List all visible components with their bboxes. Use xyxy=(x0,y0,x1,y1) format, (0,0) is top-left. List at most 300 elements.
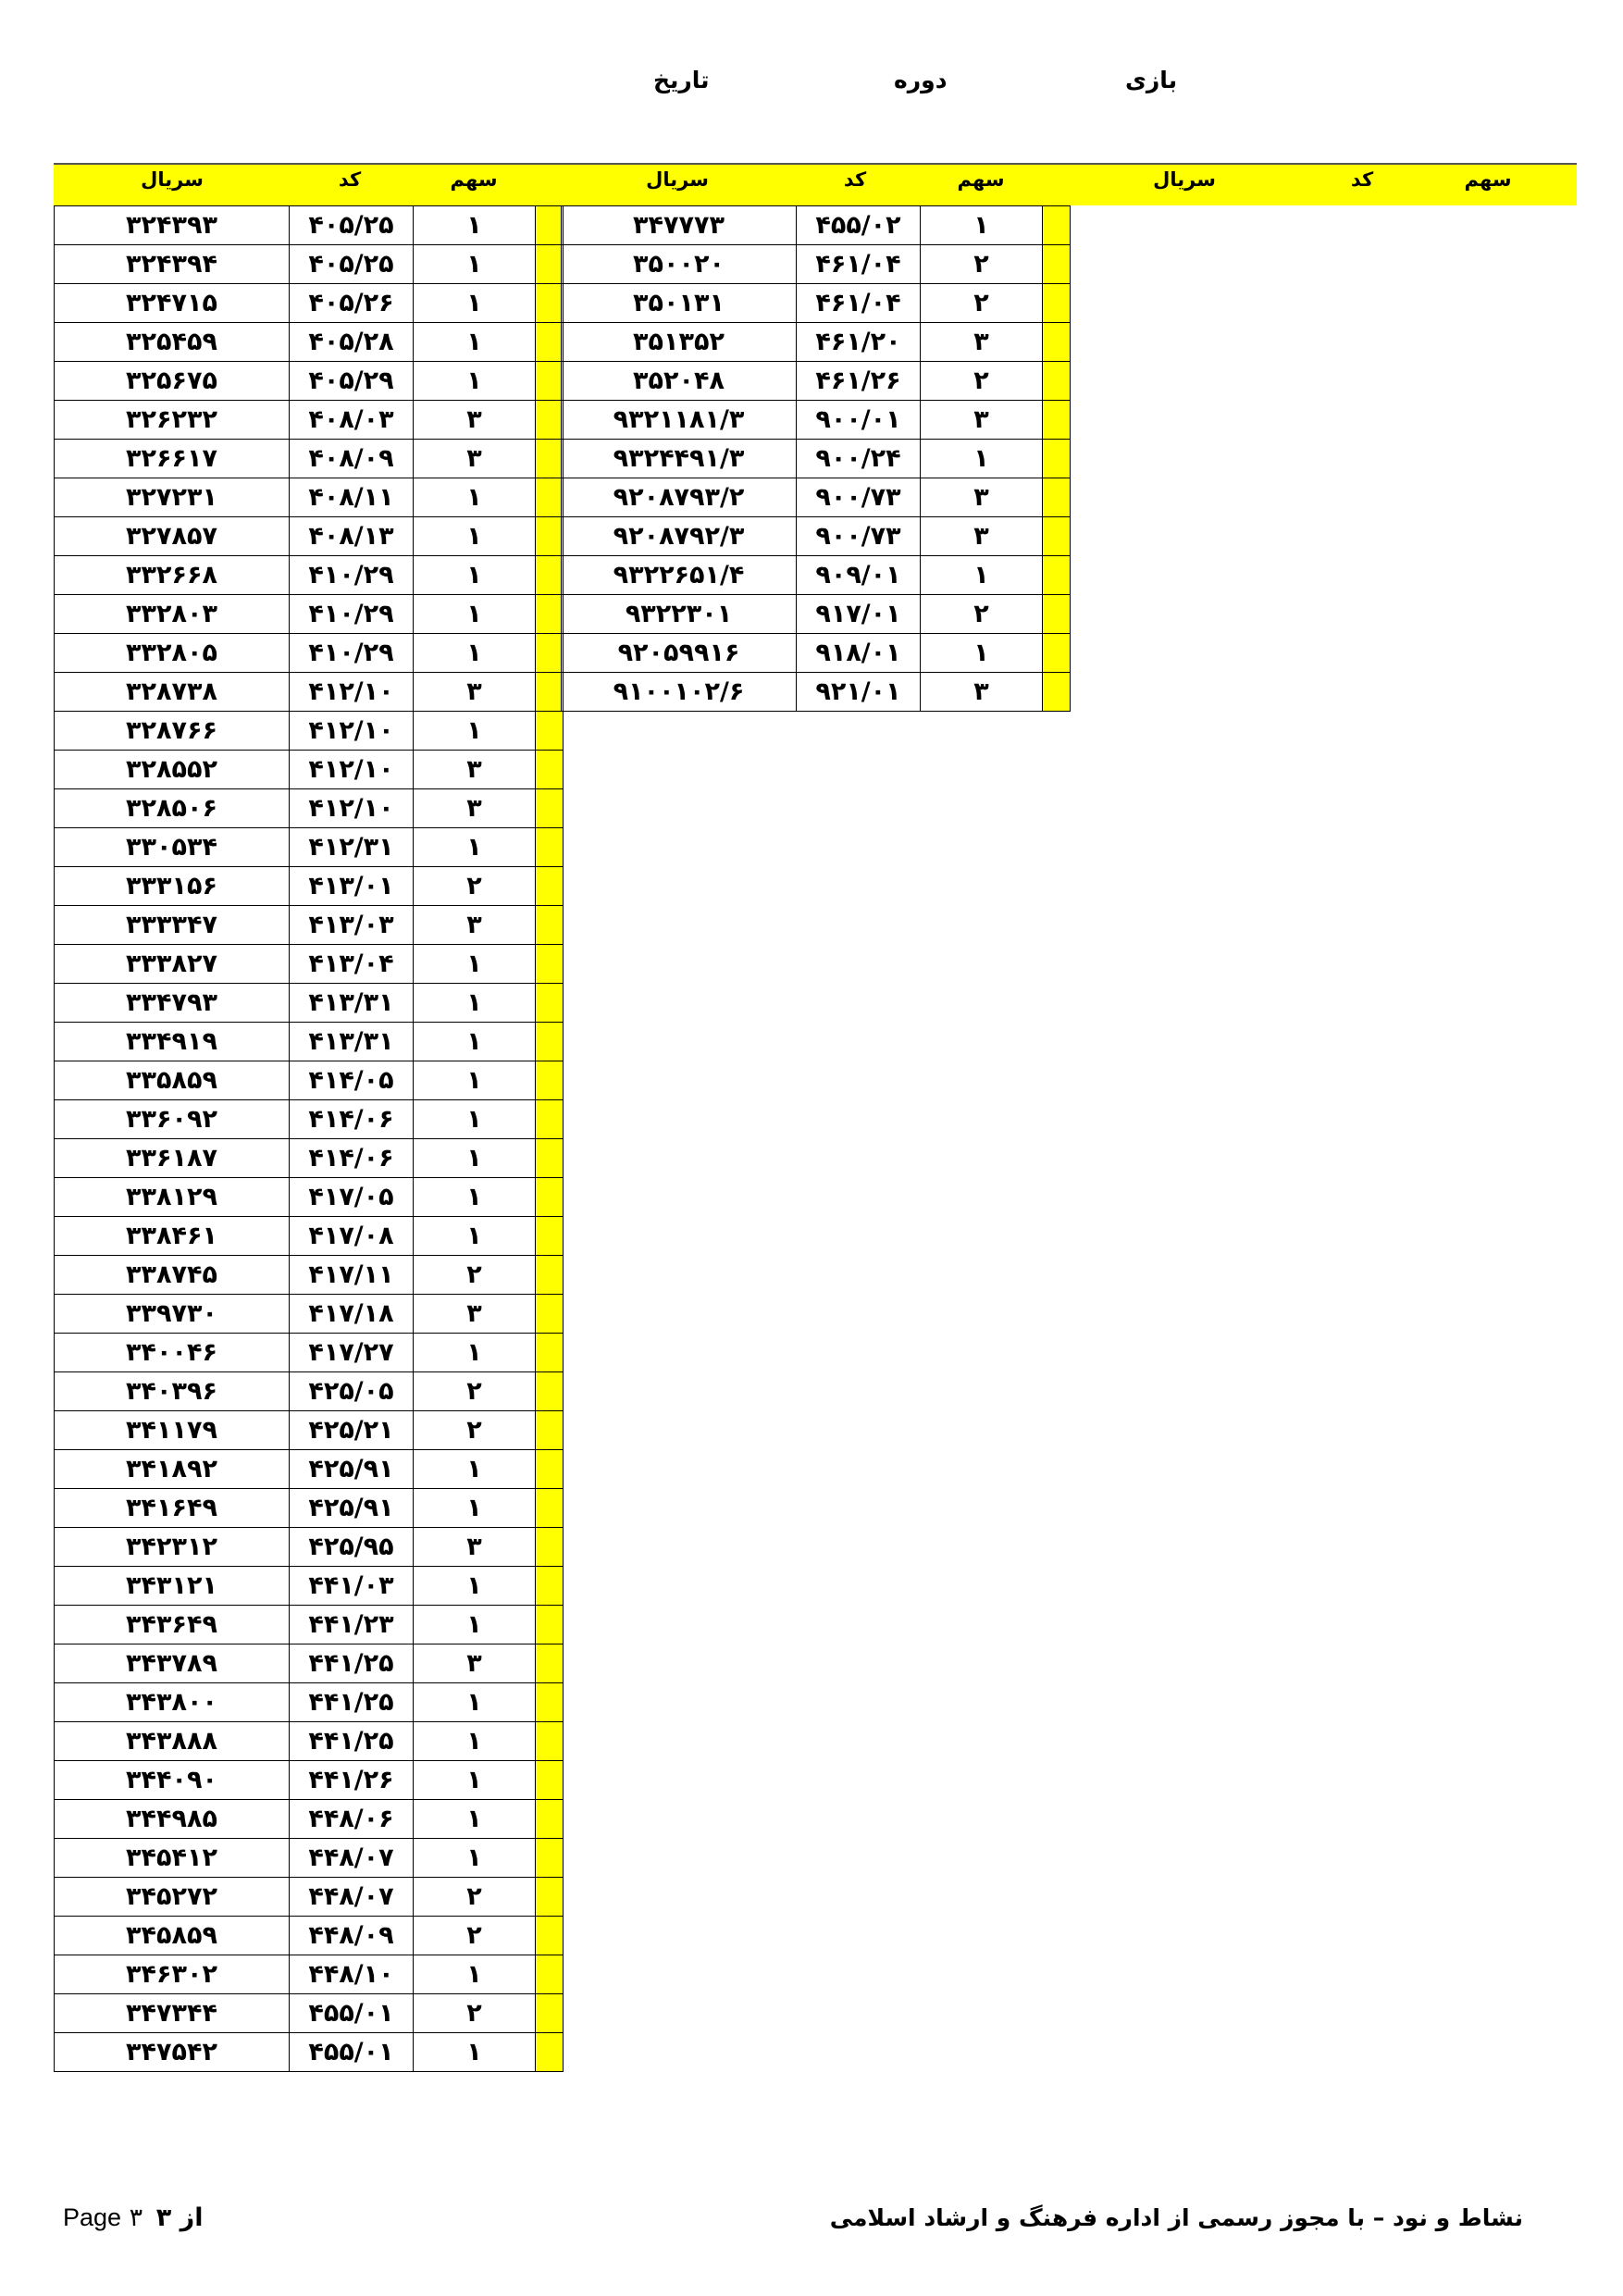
share-cell: ۱ xyxy=(921,634,1043,673)
table-row xyxy=(55,245,564,284)
table-row xyxy=(55,401,564,440)
code-cell: ۴۴۸/۰۷ xyxy=(290,1878,414,1917)
code-cell: ۹۱۷/۰۱ xyxy=(797,595,921,634)
serial-cell: ۳۲۶۲۳۲ xyxy=(55,401,290,440)
table-row xyxy=(55,1994,564,2033)
serial-cell: ۳۲۵۴۵۹ xyxy=(55,323,290,362)
share-cell: ۱ xyxy=(414,1217,536,1256)
yellow-marker-cell xyxy=(536,1100,564,1139)
yellow-marker-cell xyxy=(536,284,564,323)
yellow-marker-cell xyxy=(1043,362,1071,401)
code-cell: ۴۴۸/۰۹ xyxy=(290,1917,414,1955)
share-cell: ۳ xyxy=(414,673,536,712)
table-row xyxy=(55,1839,564,1878)
yellow-marker-cell xyxy=(536,1800,564,1839)
table-row xyxy=(55,1644,564,1683)
serial-cell: ۹۳۲۲۳۰۱ xyxy=(562,595,797,634)
code-cell: ۴۱۲/۳۱ xyxy=(290,828,414,867)
code-cell: ۴۰۵/۲۹ xyxy=(290,362,414,401)
page-word: Page xyxy=(63,2203,122,2231)
code-cell: ۴۱۰/۲۹ xyxy=(290,595,414,634)
code-cell: ۴۱۷/۰۵ xyxy=(290,1178,414,1217)
table-row xyxy=(562,245,1071,284)
table-row xyxy=(55,478,564,517)
share-cell: ۱ xyxy=(921,206,1043,245)
yellow-marker-cell xyxy=(1043,440,1071,478)
code-cell: ۴۵۵/۰۲ xyxy=(797,206,921,245)
code-cell: ۴۴۱/۲۶ xyxy=(290,1761,414,1800)
code-cell: ۴۰۸/۰۹ xyxy=(290,440,414,478)
yellow-marker-cell xyxy=(536,867,564,906)
code-cell: ۴۴۱/۲۵ xyxy=(290,1722,414,1761)
serial-cell: ۳۴۴۰۹۰ xyxy=(55,1761,290,1800)
code-cell: ۴۱۴/۰۵ xyxy=(290,1061,414,1100)
serial-cell: ۳۴۴۹۸۵ xyxy=(55,1800,290,1839)
yellow-marker-cell xyxy=(1043,245,1071,284)
share-cell: ۱ xyxy=(414,556,536,595)
serial-cell: ۳۴۰۰۴۶ xyxy=(55,1334,290,1372)
code-cell: ۴۰۸/۱۱ xyxy=(290,478,414,517)
share-cell: ۱ xyxy=(414,1955,536,1994)
code-cell: ۴۱۳/۰۳ xyxy=(290,906,414,945)
game-label: بازی xyxy=(1125,67,1178,93)
code-cell: ۴۱۲/۱۰ xyxy=(290,673,414,712)
serial-table-middle xyxy=(561,205,1071,712)
table-row xyxy=(55,1489,564,1528)
serial-cell: ۹۳۲۲۶۵۱/۴ xyxy=(562,556,797,595)
table-row xyxy=(55,945,564,984)
code-cell: ۴۴۱/۲۳ xyxy=(290,1606,414,1644)
yellow-marker-cell xyxy=(536,1061,564,1100)
share-cell: ۱ xyxy=(414,1606,536,1644)
code-cell: ۴۱۷/۰۸ xyxy=(290,1217,414,1256)
col-header-share-right: سهم xyxy=(1464,168,1512,191)
share-cell: ۳ xyxy=(414,1644,536,1683)
code-cell: ۴۱۳/۰۱ xyxy=(290,867,414,906)
serial-cell: ۳۲۸۷۳۸ xyxy=(55,673,290,712)
serial-cell: ۳۲۸۵۰۶ xyxy=(55,789,290,828)
share-cell: ۲ xyxy=(414,1256,536,1295)
code-cell: ۴۱۳/۳۱ xyxy=(290,984,414,1023)
share-cell: ۱ xyxy=(414,595,536,634)
serial-cell: ۳۲۴۷۱۵ xyxy=(55,284,290,323)
share-cell: ۱ xyxy=(414,1683,536,1722)
code-cell: ۴۱۰/۲۹ xyxy=(290,634,414,673)
table-row xyxy=(55,595,564,634)
code-cell: ۴۱۲/۱۰ xyxy=(290,789,414,828)
serial-cell: ۳۳۹۷۳۰ xyxy=(55,1295,290,1334)
table-row xyxy=(55,2033,564,2072)
col-header-serial-middle: سریال xyxy=(646,168,709,191)
serial-cell: ۳۳۲۶۶۸ xyxy=(55,556,290,595)
code-cell: ۴۵۵/۰۱ xyxy=(290,1994,414,2033)
table-row xyxy=(55,1061,564,1100)
yellow-marker-cell xyxy=(536,1489,564,1528)
code-cell: ۴۶۱/۲۶ xyxy=(797,362,921,401)
table-row xyxy=(55,1761,564,1800)
yellow-marker-cell xyxy=(1043,556,1071,595)
serial-cell: ۳۲۷۲۳۱ xyxy=(55,478,290,517)
yellow-marker-cell xyxy=(536,595,564,634)
share-cell: ۳ xyxy=(921,401,1043,440)
table-row xyxy=(562,673,1071,712)
serial-cell: ۳۴۱۶۴۹ xyxy=(55,1489,290,1528)
yellow-marker-cell xyxy=(536,945,564,984)
table-row xyxy=(55,1800,564,1839)
table-row xyxy=(55,1217,564,1256)
yellow-marker-cell xyxy=(1043,634,1071,673)
share-cell: ۱ xyxy=(921,440,1043,478)
col-header-share-left: سهم xyxy=(450,168,498,191)
serial-cell: ۹۲۰۸۷۹۳/۲ xyxy=(562,478,797,517)
yellow-marker-cell xyxy=(1043,401,1071,440)
serial-cell: ۳۴۱۸۹۲ xyxy=(55,1450,290,1489)
share-cell: ۱ xyxy=(414,1722,536,1761)
code-cell: ۴۱۰/۲۹ xyxy=(290,556,414,595)
yellow-marker-cell xyxy=(536,440,564,478)
table-row xyxy=(55,712,564,751)
table-row xyxy=(55,1683,564,1722)
serial-cell: ۳۵۰۰۲۰ xyxy=(562,245,797,284)
code-cell: ۹۰۹/۰۱ xyxy=(797,556,921,595)
yellow-marker-cell xyxy=(536,556,564,595)
column-header-bar xyxy=(54,165,1577,205)
share-cell: ۱ xyxy=(414,1800,536,1839)
table-row xyxy=(55,867,564,906)
share-cell: ۳ xyxy=(414,751,536,789)
table-row xyxy=(55,1917,564,1955)
code-cell: ۴۱۳/۰۴ xyxy=(290,945,414,984)
share-cell: ۳ xyxy=(921,673,1043,712)
table-row xyxy=(55,751,564,789)
table-row xyxy=(55,906,564,945)
share-cell: ۲ xyxy=(414,1878,536,1917)
code-cell: ۴۰۸/۱۳ xyxy=(290,517,414,556)
share-cell: ۱ xyxy=(414,362,536,401)
code-cell: ۴۰۵/۲۸ xyxy=(290,323,414,362)
serial-cell: ۳۴۰۳۹۶ xyxy=(55,1372,290,1411)
yellow-marker-cell xyxy=(536,1955,564,1994)
yellow-marker-cell xyxy=(536,1178,564,1217)
share-cell: ۱ xyxy=(414,1489,536,1528)
serial-cell: ۳۴۷۷۷۳ xyxy=(562,206,797,245)
date-label: تاریخ xyxy=(653,67,710,93)
serial-cell: ۳۲۸۷۶۶ xyxy=(55,712,290,751)
code-cell: ۹۰۰/۷۳ xyxy=(797,517,921,556)
share-cell: ۲ xyxy=(921,245,1043,284)
share-cell: ۱ xyxy=(414,1100,536,1139)
share-cell: ۲ xyxy=(414,1372,536,1411)
code-cell: ۴۲۵/۰۵ xyxy=(290,1372,414,1411)
yellow-marker-cell xyxy=(1043,206,1071,245)
yellow-marker-cell xyxy=(536,1567,564,1606)
share-cell: ۳ xyxy=(414,789,536,828)
yellow-marker-cell xyxy=(536,1839,564,1878)
yellow-marker-cell xyxy=(536,828,564,867)
yellow-marker-cell xyxy=(536,1139,564,1178)
table-row xyxy=(55,673,564,712)
share-cell: ۳ xyxy=(921,517,1043,556)
share-cell: ۱ xyxy=(414,1023,536,1061)
period-label: دوره xyxy=(894,67,948,93)
table-row xyxy=(55,517,564,556)
table-row xyxy=(55,1023,564,1061)
yellow-marker-cell xyxy=(536,712,564,751)
code-cell: ۴۱۴/۰۶ xyxy=(290,1139,414,1178)
code-cell: ۴۱۲/۱۰ xyxy=(290,751,414,789)
serial-cell: ۳۳۸۷۴۵ xyxy=(55,1256,290,1295)
code-cell: ۴۰۵/۲۶ xyxy=(290,284,414,323)
share-cell: ۱ xyxy=(414,517,536,556)
share-cell: ۳ xyxy=(414,401,536,440)
code-cell: ۹۱۸/۰۱ xyxy=(797,634,921,673)
table-row xyxy=(562,362,1071,401)
serial-cell: ۳۴۳۸۸۸ xyxy=(55,1722,290,1761)
col-header-code-middle: کد xyxy=(843,168,867,191)
table-row xyxy=(55,1372,564,1411)
code-cell: ۴۵۵/۰۱ xyxy=(290,2033,414,2072)
table-row xyxy=(55,362,564,401)
code-cell: ۴۴۸/۰۶ xyxy=(290,1800,414,1839)
yellow-marker-cell xyxy=(536,1994,564,2033)
page-of: از ۳ xyxy=(155,2203,204,2232)
yellow-marker-cell xyxy=(536,984,564,1023)
yellow-marker-cell xyxy=(536,673,564,712)
col-header-code-right: کد xyxy=(1350,168,1374,191)
share-cell: ۱ xyxy=(414,712,536,751)
license-footer: نشاط و نود – با مجوز رسمی از اداره فرهنگ و ارشاد اسلامی xyxy=(829,2204,1523,2231)
code-cell: ۴۲۵/۹۱ xyxy=(290,1489,414,1528)
yellow-marker-cell xyxy=(536,1606,564,1644)
yellow-marker-cell xyxy=(1043,673,1071,712)
yellow-marker-cell xyxy=(536,1023,564,1061)
code-cell: ۹۰۰/۲۴ xyxy=(797,440,921,478)
page-indicator xyxy=(63,2203,203,2232)
yellow-marker-cell xyxy=(536,2033,564,2072)
serial-cell: ۳۳۶۱۸۷ xyxy=(55,1139,290,1178)
table-row xyxy=(55,1178,564,1217)
code-cell: ۴۱۲/۱۰ xyxy=(290,712,414,751)
table-row xyxy=(55,556,564,595)
share-cell: ۳ xyxy=(921,323,1043,362)
yellow-marker-cell xyxy=(536,789,564,828)
share-cell: ۱ xyxy=(414,1567,536,1606)
serial-cell: ۳۲۴۳۹۳ xyxy=(55,206,290,245)
yellow-marker-cell xyxy=(536,517,564,556)
table-row xyxy=(55,323,564,362)
yellow-marker-cell xyxy=(536,1644,564,1683)
table-row xyxy=(55,1722,564,1761)
serial-cell: ۳۳۲۸۰۵ xyxy=(55,634,290,673)
code-cell: ۴۲۵/۹۵ xyxy=(290,1528,414,1567)
serial-cell: ۳۳۳۱۵۶ xyxy=(55,867,290,906)
page-current: ۳ xyxy=(129,2203,143,2231)
share-cell: ۱ xyxy=(414,478,536,517)
table-row xyxy=(55,1528,564,1567)
code-cell: ۴۱۷/۲۷ xyxy=(290,1334,414,1372)
code-cell: ۴۶۱/۲۰ xyxy=(797,323,921,362)
table-row xyxy=(55,1411,564,1450)
serial-cell: ۳۳۶۰۹۲ xyxy=(55,1100,290,1139)
share-cell: ۱ xyxy=(414,284,536,323)
table-row xyxy=(562,478,1071,517)
serial-cell: ۳۳۸۱۲۹ xyxy=(55,1178,290,1217)
table-row xyxy=(562,595,1071,634)
serial-cell: ۳۳۵۸۵۹ xyxy=(55,1061,290,1100)
share-cell: ۱ xyxy=(414,945,536,984)
table-row xyxy=(55,1256,564,1295)
code-cell: ۹۲۱/۰۱ xyxy=(797,673,921,712)
yellow-marker-cell xyxy=(536,245,564,284)
yellow-marker-cell xyxy=(536,1256,564,1295)
table-row xyxy=(55,1567,564,1606)
code-cell: ۴۶۱/۰۴ xyxy=(797,284,921,323)
table-row xyxy=(55,828,564,867)
table-row xyxy=(55,206,564,245)
code-cell: ۴۲۵/۲۱ xyxy=(290,1411,414,1450)
yellow-marker-cell xyxy=(536,1372,564,1411)
yellow-marker-cell xyxy=(1043,323,1071,362)
serial-cell: ۳۳۴۷۹۳ xyxy=(55,984,290,1023)
yellow-marker-cell xyxy=(536,1295,564,1334)
serial-cell: ۳۴۵۸۵۹ xyxy=(55,1917,290,1955)
yellow-marker-cell xyxy=(536,1450,564,1489)
code-cell: ۴۴۱/۰۳ xyxy=(290,1567,414,1606)
share-cell: ۲ xyxy=(414,1994,536,2033)
code-cell: ۴۰۸/۰۳ xyxy=(290,401,414,440)
table-row xyxy=(562,440,1071,478)
code-cell: ۴۱۳/۳۱ xyxy=(290,1023,414,1061)
share-cell: ۳ xyxy=(414,1528,536,1567)
share-cell: ۱ xyxy=(414,1839,536,1878)
table-row xyxy=(55,634,564,673)
share-cell: ۱ xyxy=(414,245,536,284)
serial-cell: ۳۳۸۴۶۱ xyxy=(55,1217,290,1256)
share-cell: ۲ xyxy=(414,1917,536,1955)
table-row xyxy=(562,284,1071,323)
code-cell: ۴۴۱/۲۵ xyxy=(290,1683,414,1722)
code-cell: ۹۰۰/۷۳ xyxy=(797,478,921,517)
serial-cell: ۳۲۴۳۹۴ xyxy=(55,245,290,284)
table-row xyxy=(562,323,1071,362)
table-row xyxy=(55,1878,564,1917)
table-row xyxy=(55,1295,564,1334)
share-cell: ۱ xyxy=(414,1761,536,1800)
serial-cell: ۳۴۳۶۴۹ xyxy=(55,1606,290,1644)
table-row xyxy=(55,1606,564,1644)
serial-cell: ۳۵۲۰۴۸ xyxy=(562,362,797,401)
code-cell: ۴۴۸/۰۷ xyxy=(290,1839,414,1878)
serial-table-left xyxy=(54,205,564,2072)
share-cell: ۱ xyxy=(414,1334,536,1372)
share-cell: ۱ xyxy=(414,206,536,245)
table-row xyxy=(55,1955,564,1994)
serial-cell: ۳۴۵۴۱۲ xyxy=(55,1839,290,1878)
yellow-marker-cell xyxy=(536,1411,564,1450)
yellow-marker-cell xyxy=(536,1334,564,1372)
share-cell: ۱ xyxy=(414,1178,536,1217)
serial-cell: ۳۵۱۳۵۲ xyxy=(562,323,797,362)
table-row xyxy=(562,401,1071,440)
serial-cell: ۳۲۷۸۵۷ xyxy=(55,517,290,556)
yellow-marker-cell xyxy=(536,751,564,789)
serial-cell: ۳۴۱۱۷۹ xyxy=(55,1411,290,1450)
yellow-marker-cell xyxy=(536,1528,564,1567)
yellow-marker-cell xyxy=(536,634,564,673)
serial-cell: ۹۲۰۸۷۹۲/۳ xyxy=(562,517,797,556)
share-cell: ۲ xyxy=(921,595,1043,634)
table-row xyxy=(562,556,1071,595)
serial-cell: ۹۲۰۵۹۹۱۶ xyxy=(562,634,797,673)
serial-cell: ۳۳۴۹۱۹ xyxy=(55,1023,290,1061)
serial-cell: ۳۴۵۲۷۲ xyxy=(55,1878,290,1917)
yellow-marker-cell xyxy=(536,1722,564,1761)
yellow-marker-cell xyxy=(536,1683,564,1722)
yellow-marker-cell xyxy=(1043,478,1071,517)
table-row xyxy=(55,984,564,1023)
serial-cell: ۳۴۳۱۲۱ xyxy=(55,1567,290,1606)
share-cell: ۱ xyxy=(414,1450,536,1489)
yellow-marker-cell xyxy=(1043,595,1071,634)
share-cell: ۱ xyxy=(414,323,536,362)
yellow-marker-cell xyxy=(536,1917,564,1955)
yellow-marker-cell xyxy=(536,478,564,517)
code-cell: ۴۶۱/۰۴ xyxy=(797,245,921,284)
serial-cell: ۳۳۲۸۰۳ xyxy=(55,595,290,634)
table-row xyxy=(562,634,1071,673)
col-header-share-middle: سهم xyxy=(957,168,1005,191)
serial-cell: ۳۴۷۵۴۲ xyxy=(55,2033,290,2072)
col-header-serial-right: سریال xyxy=(1153,168,1216,191)
share-cell: ۱ xyxy=(414,634,536,673)
serial-cell: ۳۴۶۳۰۲ xyxy=(55,1955,290,1994)
share-cell: ۱ xyxy=(414,2033,536,2072)
col-header-serial-left: سریال xyxy=(141,168,204,191)
code-cell: ۴۱۷/۱۱ xyxy=(290,1256,414,1295)
table-row xyxy=(55,789,564,828)
share-cell: ۱ xyxy=(414,828,536,867)
serial-cell: ۳۲۸۵۵۲ xyxy=(55,751,290,789)
yellow-marker-cell xyxy=(536,1878,564,1917)
serial-cell: ۳۲۶۶۱۷ xyxy=(55,440,290,478)
table-row xyxy=(55,1139,564,1178)
col-header-code-left: کد xyxy=(338,168,362,191)
yellow-marker-cell xyxy=(536,206,564,245)
table-row xyxy=(562,517,1071,556)
serial-cell: ۳۳۰۵۳۴ xyxy=(55,828,290,867)
share-cell: ۲ xyxy=(414,867,536,906)
share-cell: ۱ xyxy=(414,1139,536,1178)
code-cell: ۴۰۵/۲۵ xyxy=(290,245,414,284)
serial-cell: ۳۴۷۳۴۴ xyxy=(55,1994,290,2033)
share-cell: ۳ xyxy=(414,440,536,478)
yellow-marker-cell xyxy=(536,1761,564,1800)
table-row xyxy=(562,206,1071,245)
share-cell: ۲ xyxy=(921,362,1043,401)
share-cell: ۲ xyxy=(414,1411,536,1450)
code-cell: ۴۱۴/۰۶ xyxy=(290,1100,414,1139)
code-cell: ۹۰۰/۰۱ xyxy=(797,401,921,440)
code-cell: ۴۲۵/۹۱ xyxy=(290,1450,414,1489)
serial-cell: ۳۳۳۸۲۷ xyxy=(55,945,290,984)
share-cell: ۱ xyxy=(921,556,1043,595)
yellow-marker-cell xyxy=(536,362,564,401)
serial-cell: ۹۱۰۰۱۰۲/۶ xyxy=(562,673,797,712)
yellow-marker-cell xyxy=(1043,284,1071,323)
code-cell: ۴۱۷/۱۸ xyxy=(290,1295,414,1334)
yellow-marker-cell xyxy=(536,401,564,440)
code-cell: ۴۴۸/۱۰ xyxy=(290,1955,414,1994)
